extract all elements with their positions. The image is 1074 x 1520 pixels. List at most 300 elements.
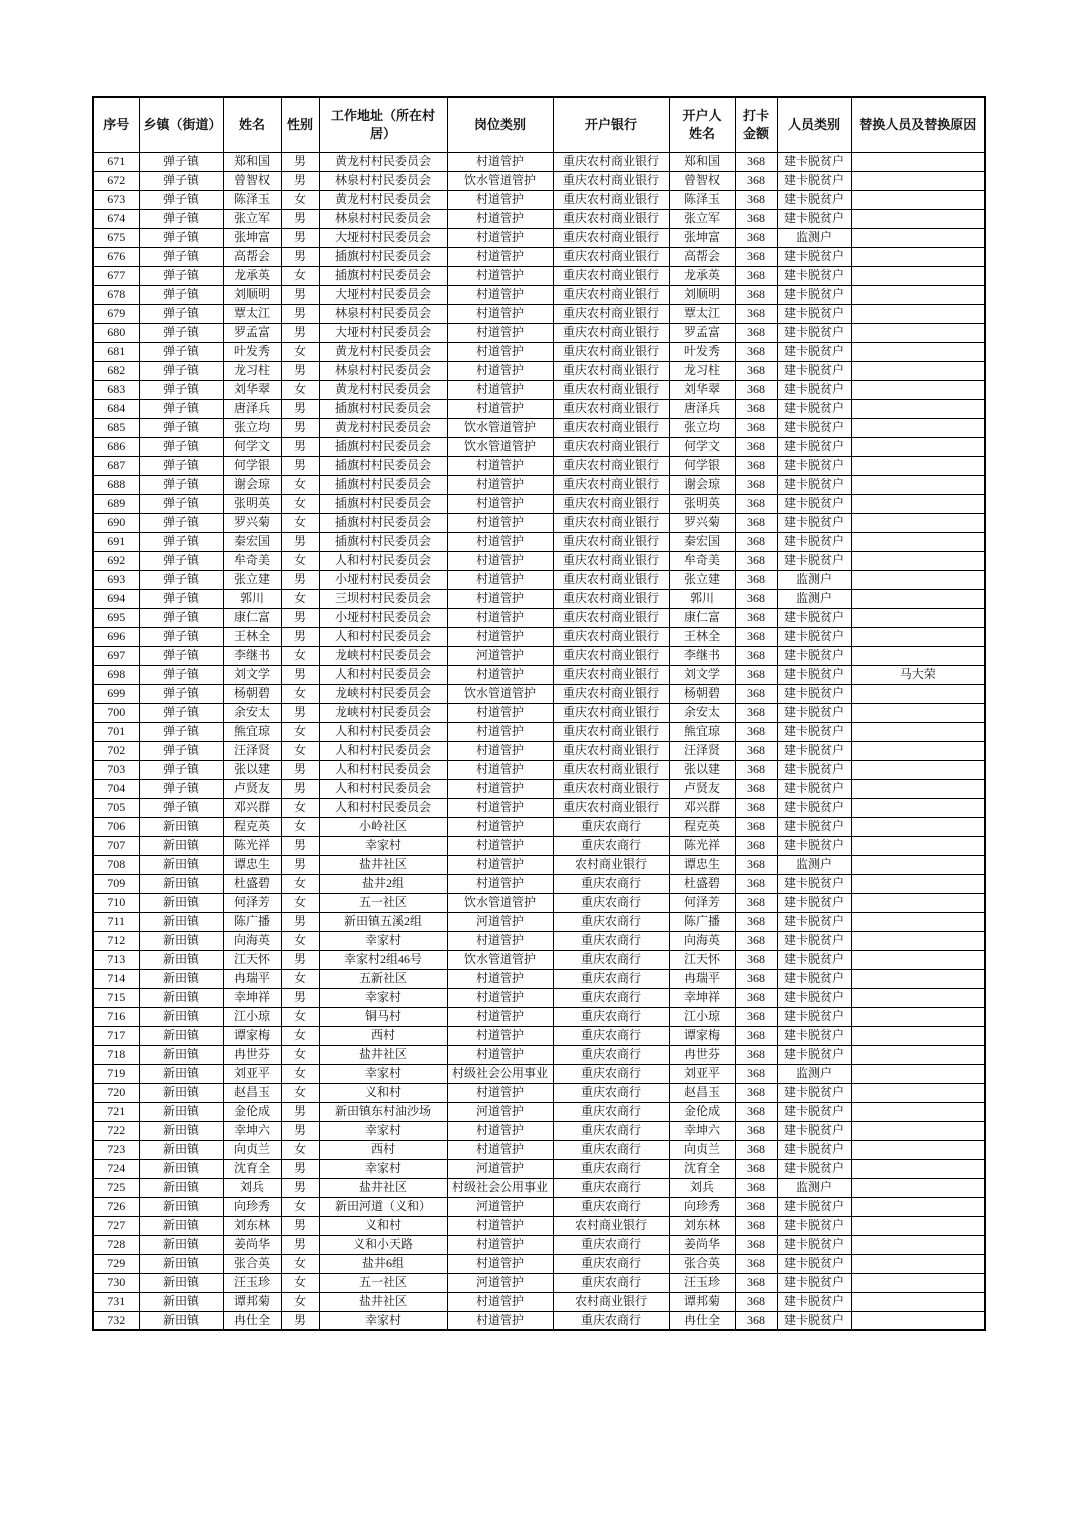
cell-job_category: 村道管护 — [447, 1292, 553, 1311]
cell-address: 幸家村 — [319, 931, 447, 950]
cell-gender: 男 — [281, 665, 319, 684]
cell-person_category: 建卡脱贫户 — [777, 247, 851, 266]
cell-bank: 重庆农村商业银行 — [553, 342, 669, 361]
cell-serial: 719 — [93, 1064, 139, 1083]
cell-account_name: 向珍秀 — [669, 1197, 735, 1216]
cell-amount: 368 — [735, 228, 777, 247]
cell-serial: 676 — [93, 247, 139, 266]
cell-township: 弹子镇 — [139, 684, 223, 703]
cell-person_category: 建卡脱贫户 — [777, 532, 851, 551]
cell-serial: 721 — [93, 1102, 139, 1121]
cell-address: 黄龙村村民委员会 — [319, 418, 447, 437]
cell-bank: 重庆农商行 — [553, 1159, 669, 1178]
cell-account_name: 向贞兰 — [669, 1140, 735, 1159]
table-row — [93, 209, 985, 228]
table-row — [93, 646, 985, 665]
cell-township: 弹子镇 — [139, 532, 223, 551]
cell-job_category: 村道管护 — [447, 608, 553, 627]
table-row — [93, 627, 985, 646]
cell-bank: 重庆农商行 — [553, 1007, 669, 1026]
cell-account_name: 赵昌玉 — [669, 1083, 735, 1102]
cell-amount: 368 — [735, 456, 777, 475]
cell-township: 弹子镇 — [139, 418, 223, 437]
cell-job_category: 村道管护 — [447, 1045, 553, 1064]
cell-person_category: 建卡脱贫户 — [777, 684, 851, 703]
cell-address: 插旗村村民委员会 — [319, 266, 447, 285]
cell-name: 龙习柱 — [223, 361, 281, 380]
cell-person_category: 建卡脱贫户 — [777, 437, 851, 456]
cell-job_category: 饮水管道管护 — [447, 437, 553, 456]
cell-account_name: 杜盛碧 — [669, 874, 735, 893]
table-header — [93, 97, 985, 152]
cell-person_category: 建卡脱贫户 — [777, 1121, 851, 1140]
cell-amount: 368 — [735, 1197, 777, 1216]
cell-person_category: 建卡脱贫户 — [777, 190, 851, 209]
cell-replacement — [851, 798, 985, 817]
cell-account_name: 张合英 — [669, 1254, 735, 1273]
cell-replacement — [851, 874, 985, 893]
cell-account_name: 高帮会 — [669, 247, 735, 266]
cell-account_name: 张立均 — [669, 418, 735, 437]
cell-account_name: 杨朝碧 — [669, 684, 735, 703]
cell-name: 何泽芳 — [223, 893, 281, 912]
cell-replacement — [851, 171, 985, 190]
cell-bank: 农村商业银行 — [553, 1216, 669, 1235]
cell-bank: 重庆农村商业银行 — [553, 247, 669, 266]
cell-bank: 重庆农商行 — [553, 836, 669, 855]
cell-job_category: 村道管护 — [447, 1311, 553, 1330]
cell-bank: 重庆农商行 — [553, 874, 669, 893]
cell-replacement — [851, 494, 985, 513]
cell-bank: 重庆农村商业银行 — [553, 703, 669, 722]
cell-name: 何学文 — [223, 437, 281, 456]
cell-bank: 重庆农村商业银行 — [553, 285, 669, 304]
cell-serial: 700 — [93, 703, 139, 722]
cell-job_category: 村道管护 — [447, 627, 553, 646]
cell-account_name: 余安太 — [669, 703, 735, 722]
cell-amount: 368 — [735, 912, 777, 931]
cell-name: 李继书 — [223, 646, 281, 665]
cell-account_name: 谭忠生 — [669, 855, 735, 874]
cell-township: 弹子镇 — [139, 513, 223, 532]
cell-bank: 重庆农村商业银行 — [553, 399, 669, 418]
cell-serial: 703 — [93, 760, 139, 779]
table-row — [93, 589, 985, 608]
cell-person_category: 建卡脱贫户 — [777, 608, 851, 627]
cell-job_category: 村道管护 — [447, 1216, 553, 1235]
table-row — [93, 1045, 985, 1064]
cell-name: 张立建 — [223, 570, 281, 589]
cell-replacement — [851, 342, 985, 361]
cell-person_category: 建卡脱贫户 — [777, 988, 851, 1007]
cell-person_category: 建卡脱贫户 — [777, 1273, 851, 1292]
cell-amount: 368 — [735, 950, 777, 969]
cell-amount: 368 — [735, 1235, 777, 1254]
cell-gender: 男 — [281, 171, 319, 190]
cell-account_name: 沈育全 — [669, 1159, 735, 1178]
cell-person_category: 建卡脱贫户 — [777, 817, 851, 836]
cell-gender: 男 — [281, 399, 319, 418]
cell-job_category: 村道管护 — [447, 228, 553, 247]
cell-gender: 女 — [281, 513, 319, 532]
table-row — [93, 456, 985, 475]
cell-job_category: 村道管护 — [447, 247, 553, 266]
cell-gender: 男 — [281, 437, 319, 456]
cell-amount: 368 — [735, 190, 777, 209]
table-row — [93, 836, 985, 855]
column-header-amount: 打卡金额 — [735, 97, 777, 152]
cell-bank: 重庆农村商业银行 — [553, 323, 669, 342]
cell-gender: 男 — [281, 1159, 319, 1178]
cell-job_category: 村道管护 — [447, 798, 553, 817]
cell-job_category: 村道管护 — [447, 342, 553, 361]
cell-account_name: 龙承英 — [669, 266, 735, 285]
cell-amount: 368 — [735, 266, 777, 285]
table-row — [93, 684, 985, 703]
cell-bank: 重庆农村商业银行 — [553, 665, 669, 684]
cell-job_category: 村道管护 — [447, 1083, 553, 1102]
cell-account_name: 郑和国 — [669, 152, 735, 171]
cell-serial: 696 — [93, 627, 139, 646]
cell-gender: 女 — [281, 494, 319, 513]
cell-name: 张坤富 — [223, 228, 281, 247]
cell-name: 高帮会 — [223, 247, 281, 266]
table-row — [93, 760, 985, 779]
cell-job_category: 饮水管道管护 — [447, 684, 553, 703]
cell-township: 弹子镇 — [139, 760, 223, 779]
cell-bank: 重庆农村商业银行 — [553, 760, 669, 779]
cell-gender: 女 — [281, 190, 319, 209]
cell-job_category: 村级社会公用事业 — [447, 1064, 553, 1083]
cell-gender: 女 — [281, 798, 319, 817]
cell-amount: 368 — [735, 570, 777, 589]
cell-replacement — [851, 817, 985, 836]
cell-bank: 重庆农商行 — [553, 1026, 669, 1045]
cell-job_category: 村道管护 — [447, 988, 553, 1007]
cell-amount: 368 — [735, 1083, 777, 1102]
cell-account_name: 刘兵 — [669, 1178, 735, 1197]
cell-replacement — [851, 684, 985, 703]
cell-person_category: 建卡脱贫户 — [777, 380, 851, 399]
table-row — [93, 912, 985, 931]
cell-serial: 704 — [93, 779, 139, 798]
cell-person_category: 监测户 — [777, 228, 851, 247]
column-header-bank: 开户银行 — [553, 97, 669, 152]
cell-gender: 女 — [281, 1254, 319, 1273]
cell-name: 谭邦菊 — [223, 1292, 281, 1311]
cell-township: 新田镇 — [139, 1311, 223, 1330]
column-header-person_category: 人员类别 — [777, 97, 851, 152]
cell-address: 义和村 — [319, 1083, 447, 1102]
table-row — [93, 551, 985, 570]
cell-person_category: 建卡脱贫户 — [777, 1197, 851, 1216]
table-row — [93, 988, 985, 1007]
cell-account_name: 刘华翠 — [669, 380, 735, 399]
table-row — [93, 665, 985, 684]
cell-name: 陈泽玉 — [223, 190, 281, 209]
cell-amount: 368 — [735, 399, 777, 418]
cell-person_category: 建卡脱贫户 — [777, 1216, 851, 1235]
table-row — [93, 1235, 985, 1254]
cell-township: 新田镇 — [139, 1083, 223, 1102]
cell-job_category: 饮水管道管护 — [447, 950, 553, 969]
cell-township: 弹子镇 — [139, 361, 223, 380]
cell-amount: 368 — [735, 589, 777, 608]
cell-job_category: 村道管护 — [447, 152, 553, 171]
cell-person_category: 建卡脱贫户 — [777, 152, 851, 171]
cell-bank: 重庆农商行 — [553, 931, 669, 950]
cell-job_category: 饮水管道管护 — [447, 893, 553, 912]
cell-bank: 重庆农商行 — [553, 912, 669, 931]
cell-bank: 重庆农村商业银行 — [553, 722, 669, 741]
cell-name: 王林全 — [223, 627, 281, 646]
cell-bank: 重庆农村商业银行 — [553, 209, 669, 228]
cell-amount: 368 — [735, 475, 777, 494]
table-row — [93, 190, 985, 209]
cell-name: 陈广播 — [223, 912, 281, 931]
cell-job_category: 河道管护 — [447, 912, 553, 931]
cell-account_name: 谭家梅 — [669, 1026, 735, 1045]
cell-replacement — [851, 722, 985, 741]
cell-person_category: 建卡脱贫户 — [777, 1235, 851, 1254]
cell-job_category: 村道管护 — [447, 1007, 553, 1026]
cell-account_name: 李继书 — [669, 646, 735, 665]
cell-amount: 368 — [735, 361, 777, 380]
table-row — [93, 931, 985, 950]
cell-serial: 688 — [93, 475, 139, 494]
cell-township: 新田镇 — [139, 988, 223, 1007]
cell-bank: 重庆农村商业银行 — [553, 361, 669, 380]
cell-bank: 重庆农村商业银行 — [553, 551, 669, 570]
cell-amount: 368 — [735, 1159, 777, 1178]
cell-replacement — [851, 988, 985, 1007]
cell-account_name: 罗孟富 — [669, 323, 735, 342]
cell-job_category: 村道管护 — [447, 1121, 553, 1140]
cell-replacement — [851, 836, 985, 855]
cell-gender: 女 — [281, 969, 319, 988]
cell-person_category: 建卡脱贫户 — [777, 703, 851, 722]
cell-amount: 368 — [735, 152, 777, 171]
cell-serial: 691 — [93, 532, 139, 551]
cell-account_name: 龙习柱 — [669, 361, 735, 380]
cell-job_category: 村道管护 — [447, 817, 553, 836]
cell-address: 插旗村村民委员会 — [319, 399, 447, 418]
cell-township: 弹子镇 — [139, 494, 223, 513]
cell-replacement — [851, 1273, 985, 1292]
cell-township: 新田镇 — [139, 950, 223, 969]
cell-job_category: 村道管护 — [447, 266, 553, 285]
cell-replacement: 马大荣 — [851, 665, 985, 684]
cell-amount: 368 — [735, 855, 777, 874]
table-row — [93, 1216, 985, 1235]
cell-bank: 重庆农商行 — [553, 1235, 669, 1254]
cell-township: 新田镇 — [139, 1007, 223, 1026]
cell-person_category: 建卡脱贫户 — [777, 874, 851, 893]
cell-person_category: 监测户 — [777, 855, 851, 874]
cell-address: 黄龙村村民委员会 — [319, 152, 447, 171]
cell-bank: 重庆农村商业银行 — [553, 684, 669, 703]
cell-name: 刘兵 — [223, 1178, 281, 1197]
cell-amount: 368 — [735, 608, 777, 627]
cell-gender: 男 — [281, 228, 319, 247]
cell-gender: 男 — [281, 285, 319, 304]
cell-address: 义和村 — [319, 1216, 447, 1235]
cell-name: 曾智权 — [223, 171, 281, 190]
cell-amount: 368 — [735, 798, 777, 817]
cell-bank: 重庆农村商业银行 — [553, 266, 669, 285]
cell-name: 郑和国 — [223, 152, 281, 171]
cell-township: 弹子镇 — [139, 798, 223, 817]
cell-township: 新田镇 — [139, 893, 223, 912]
cell-person_category: 建卡脱贫户 — [777, 513, 851, 532]
cell-township: 新田镇 — [139, 1064, 223, 1083]
cell-serial: 698 — [93, 665, 139, 684]
cell-replacement — [851, 779, 985, 798]
cell-account_name: 曾智权 — [669, 171, 735, 190]
column-header-gender: 性别 — [281, 97, 319, 152]
cell-name: 唐泽兵 — [223, 399, 281, 418]
cell-township: 新田镇 — [139, 1197, 223, 1216]
table-row — [93, 1064, 985, 1083]
cell-address: 林泉村村民委员会 — [319, 171, 447, 190]
table-row — [93, 1273, 985, 1292]
cell-bank: 重庆农村商业银行 — [553, 437, 669, 456]
cell-gender: 女 — [281, 266, 319, 285]
cell-account_name: 卢贤友 — [669, 779, 735, 798]
cell-gender: 女 — [281, 646, 319, 665]
cell-replacement — [851, 266, 985, 285]
cell-bank: 重庆农村商业银行 — [553, 190, 669, 209]
table-row — [93, 1007, 985, 1026]
cell-amount: 368 — [735, 532, 777, 551]
table-row — [93, 1083, 985, 1102]
cell-address: 大垭村村民委员会 — [319, 285, 447, 304]
cell-gender: 男 — [281, 703, 319, 722]
cell-gender: 男 — [281, 361, 319, 380]
table-row — [93, 361, 985, 380]
cell-bank: 重庆农村商业银行 — [553, 380, 669, 399]
cell-job_category: 河道管护 — [447, 646, 553, 665]
cell-bank: 重庆农村商业银行 — [553, 171, 669, 190]
cell-replacement — [851, 1140, 985, 1159]
cell-account_name: 牟奇美 — [669, 551, 735, 570]
cell-bank: 重庆农商行 — [553, 893, 669, 912]
cell-person_category: 建卡脱贫户 — [777, 931, 851, 950]
cell-account_name: 何泽芳 — [669, 893, 735, 912]
cell-bank: 重庆农商行 — [553, 1197, 669, 1216]
column-header-address: 工作地址（所在村居） — [319, 97, 447, 152]
table-row — [93, 171, 985, 190]
cell-address: 插旗村村民委员会 — [319, 532, 447, 551]
cell-address: 插旗村村民委员会 — [319, 437, 447, 456]
cell-serial: 707 — [93, 836, 139, 855]
cell-job_category: 村道管护 — [447, 570, 553, 589]
cell-person_category: 建卡脱贫户 — [777, 1254, 851, 1273]
cell-job_category: 村道管护 — [447, 1140, 553, 1159]
cell-amount: 368 — [735, 1045, 777, 1064]
cell-address: 盐井社区 — [319, 1045, 447, 1064]
cell-township: 弹子镇 — [139, 703, 223, 722]
cell-name: 刘华翠 — [223, 380, 281, 399]
cell-person_category: 建卡脱贫户 — [777, 1159, 851, 1178]
cell-person_category: 建卡脱贫户 — [777, 798, 851, 817]
cell-amount: 368 — [735, 342, 777, 361]
cell-person_category: 监测户 — [777, 1064, 851, 1083]
cell-person_category: 建卡脱贫户 — [777, 323, 851, 342]
table-row — [93, 1311, 985, 1330]
cell-replacement — [851, 1311, 985, 1330]
cell-job_category: 村道管护 — [447, 304, 553, 323]
table-row — [93, 1254, 985, 1273]
cell-person_category: 建卡脱贫户 — [777, 1045, 851, 1064]
column-header-account_name: 开户人姓名 — [669, 97, 735, 152]
cell-serial: 710 — [93, 893, 139, 912]
cell-person_category: 建卡脱贫户 — [777, 304, 851, 323]
cell-bank: 重庆农商行 — [553, 1254, 669, 1273]
cell-serial: 713 — [93, 950, 139, 969]
cell-job_category: 饮水管道管护 — [447, 171, 553, 190]
cell-gender: 女 — [281, 1045, 319, 1064]
cell-account_name: 郭川 — [669, 589, 735, 608]
cell-name: 刘亚平 — [223, 1064, 281, 1083]
cell-township: 弹子镇 — [139, 380, 223, 399]
cell-job_category: 村道管护 — [447, 532, 553, 551]
cell-amount: 368 — [735, 836, 777, 855]
cell-replacement — [851, 437, 985, 456]
cell-job_category: 村道管护 — [447, 722, 553, 741]
column-header-replacement: 替换人员及替换原因 — [851, 97, 985, 152]
cell-amount: 368 — [735, 760, 777, 779]
cell-address: 人和村村民委员会 — [319, 722, 447, 741]
cell-serial: 730 — [93, 1273, 139, 1292]
table-row — [93, 1102, 985, 1121]
cell-amount: 368 — [735, 494, 777, 513]
cell-gender: 女 — [281, 589, 319, 608]
column-header-job_category: 岗位类别 — [447, 97, 553, 152]
cell-amount: 368 — [735, 1102, 777, 1121]
cell-township: 新田镇 — [139, 1178, 223, 1197]
cell-township: 弹子镇 — [139, 247, 223, 266]
cell-account_name: 张立建 — [669, 570, 735, 589]
cell-replacement — [851, 209, 985, 228]
cell-amount: 368 — [735, 171, 777, 190]
cell-account_name: 刘文学 — [669, 665, 735, 684]
table-row — [93, 950, 985, 969]
cell-township: 弹子镇 — [139, 551, 223, 570]
header-row — [93, 97, 985, 152]
cell-replacement — [851, 1026, 985, 1045]
cell-name: 杜盛碧 — [223, 874, 281, 893]
cell-amount: 368 — [735, 1273, 777, 1292]
cell-name: 张合英 — [223, 1254, 281, 1273]
cell-job_category: 村道管护 — [447, 589, 553, 608]
table-row — [93, 399, 985, 418]
cell-replacement — [851, 152, 985, 171]
cell-serial: 675 — [93, 228, 139, 247]
cell-serial: 729 — [93, 1254, 139, 1273]
cell-address: 龙峡村村民委员会 — [319, 684, 447, 703]
cell-job_category: 村道管护 — [447, 323, 553, 342]
cell-bank: 重庆农商行 — [553, 817, 669, 836]
cell-job_category: 村道管护 — [447, 969, 553, 988]
table-row — [93, 874, 985, 893]
cell-township: 新田镇 — [139, 1273, 223, 1292]
cell-township: 新田镇 — [139, 1216, 223, 1235]
cell-person_category: 建卡脱贫户 — [777, 1311, 851, 1330]
cell-bank: 重庆农村商业银行 — [553, 741, 669, 760]
cell-address: 新田河道（义和） — [319, 1197, 447, 1216]
cell-account_name: 谭邦菊 — [669, 1292, 735, 1311]
